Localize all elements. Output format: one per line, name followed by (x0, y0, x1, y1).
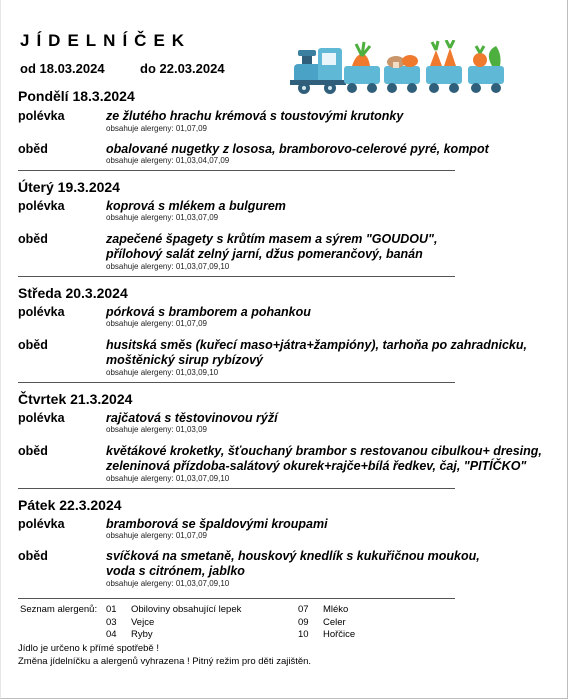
soup-dish: rajčatová s těstovinovou rýží (106, 411, 278, 425)
day-heading-thursday: Čtvrtek 21.3.2024 (18, 391, 133, 407)
locomotive (290, 48, 346, 85)
soup-label: polévka (18, 411, 65, 425)
allergen-name: Ryby (131, 629, 153, 640)
date-to: do 22.03.2024 (140, 61, 225, 76)
wagon-4 (468, 66, 504, 84)
lunch-dish-line: moštěnický sirup rybízový (106, 353, 264, 367)
allergen-code: 04 (106, 629, 117, 640)
lunch-allergens: obsahuje alergeny: 01,03,07,09,10 (106, 262, 230, 271)
legend-divider (18, 598, 455, 599)
allergen-code: 10 (298, 629, 309, 640)
day-heading-tuesday: Úterý 19.3.2024 (18, 179, 120, 195)
allergen-name: Mléko (323, 604, 349, 615)
allergen-name: Vejce (131, 617, 155, 628)
lunch-allergens: obsahuje alergeny: 01,03,07,09,10 (106, 474, 230, 483)
allergen-name: Obiloviny obsahující lepek (131, 604, 242, 615)
lunch-label: oběd (18, 549, 48, 563)
allergen-name: Celer (323, 617, 346, 628)
allergen-code: 03 (106, 617, 117, 628)
wagon-2 (384, 66, 420, 84)
lunch-allergens: obsahuje alergeny: 01,03,09,10 (106, 368, 219, 377)
section-divider (18, 170, 455, 171)
menu-title: JÍDELNÍČEK (20, 31, 192, 50)
lunch-dish-line: obalované nugetky z lososa, bramborovo-celerové pyré, kompot (106, 142, 489, 156)
lunch-dish-line: přílohový salát zelný jarní, džus pomerančový, banán (106, 247, 423, 261)
soup-label: polévka (18, 517, 65, 531)
section-divider (18, 382, 455, 383)
lunch-dish-line: husitská směs (kuřecí maso+játra+žampióny), tarhoňa po zahradnicku, (106, 338, 527, 352)
section-divider (18, 276, 455, 277)
soup-label: polévka (18, 305, 65, 319)
soup-label: polévka (18, 109, 65, 123)
allergen-name: Hořčice (323, 629, 356, 640)
soup-allergens: obsahuje alergeny: 01,07,09 (106, 319, 207, 328)
day-heading-friday: Pátek 22.3.2024 (18, 497, 122, 513)
soup-allergens: obsahuje alergeny: 01,07,09 (106, 124, 207, 133)
lunch-label: oběd (18, 232, 48, 246)
lunch-dish-line: zeleninová přízdoba-salátový okurek+rajče+bílá ředkev, čaj, "PITÍČKO" (106, 459, 527, 473)
lunch-allergens: obsahuje alergeny: 01,03,07,09,10 (106, 579, 230, 588)
wagon-3 (426, 66, 462, 84)
soup-allergens: obsahuje alergeny: 01,03,07,09 (106, 213, 219, 222)
allergen-legend-label: Seznam alergenů: (20, 604, 98, 615)
wagon-1 (344, 66, 380, 84)
soup-label: polévka (18, 199, 65, 213)
lunch-label: oběd (18, 338, 48, 352)
lunch-dish-line: zapečené špagety s krůtím masem a sýrem "GOUDOU", (106, 232, 438, 246)
day-heading-monday: Pondělí 18.3.2024 (18, 88, 135, 104)
day-heading-wednesday: Středa 20.3.2024 (18, 285, 128, 301)
soup-allergens: obsahuje alergeny: 01,03,09 (106, 425, 207, 434)
soup-dish: bramborová se špaldovými kroupami (106, 517, 328, 531)
section-divider (18, 488, 455, 489)
lunch-label: oběd (18, 142, 48, 156)
lunch-dish-line: svíčková na smetaně, houskový knedlík s kukuřičnou moukou, (106, 549, 480, 563)
allergen-code: 07 (298, 604, 309, 615)
date-from: od 18.03.2024 (20, 61, 105, 76)
allergen-code: 09 (298, 617, 309, 628)
soup-allergens: obsahuje alergeny: 01,07,09 (106, 531, 207, 540)
footer-note: Změna jídelníčku a alergenů vyhrazena ! Pitný režim pro děti zajištěn. (18, 656, 312, 667)
soup-dish: ze žlutého hrachu krémová s toustovými krutonky (106, 109, 404, 123)
lunch-dish-line: voda s citrónem, jablko (106, 564, 245, 578)
leaf-icon (489, 46, 501, 66)
lunch-dish-line: květákové kroketky, šťouchaný brambor s restovanou cibulkou+ dresing, (106, 444, 542, 458)
soup-dish: koprová s mlékem a bulgurem (106, 199, 286, 213)
soup-dish: pórková s bramborem a pohankou (106, 305, 311, 319)
allergen-code: 01 (106, 604, 117, 615)
footer-note: Jídlo je určeno k přímé spotřebě ! (18, 643, 159, 654)
train-with-vegetables-icon (270, 40, 510, 96)
lunch-allergens: obsahuje alergeny: 01,03,04,07,09 (106, 156, 230, 165)
lunch-label: oběd (18, 444, 48, 458)
date-range (20, 61, 225, 76)
